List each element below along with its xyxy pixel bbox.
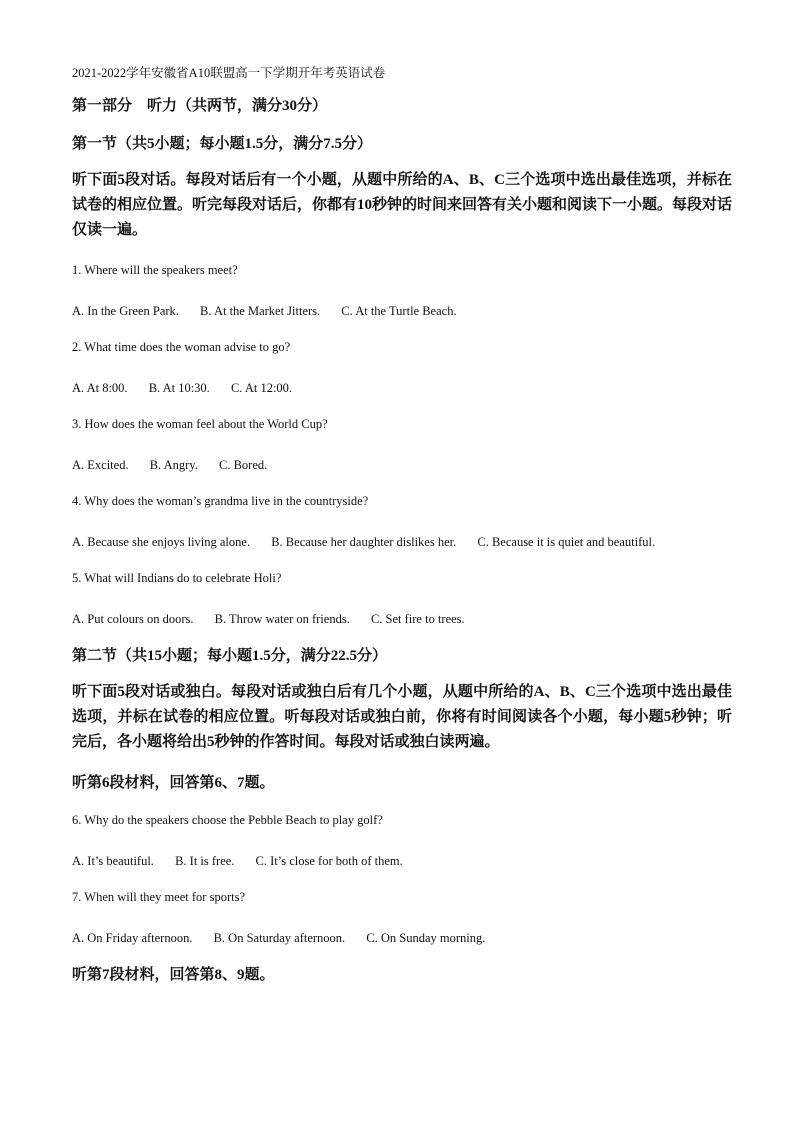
option-c: C. At the Turtle Beach. bbox=[341, 304, 457, 318]
section1-title: 第一节（共5小题；每小题1.5分，满分7.5分） bbox=[72, 136, 373, 152]
question-5 bbox=[72, 569, 732, 632]
question-2 bbox=[72, 338, 732, 401]
question-text: 2. What time does the woman advise to go? bbox=[72, 340, 291, 354]
question-options bbox=[72, 849, 732, 874]
option-a: A. Because she enjoys living alone. bbox=[72, 535, 251, 549]
option-c: C. It’s close for both of them. bbox=[255, 854, 403, 868]
material-6-heading: 听第6段材料，回答第6、7题。 bbox=[72, 775, 275, 791]
question-options bbox=[72, 530, 732, 555]
option-c: C. Because it is quiet and beautiful. bbox=[477, 535, 656, 549]
question-text: 3. How does the woman feel about the World Cup? bbox=[72, 417, 328, 431]
option-c: C. Bored. bbox=[219, 458, 268, 472]
option-a: A. In the Green Park. bbox=[72, 304, 179, 318]
option-b: B. Because her daughter dislikes her. bbox=[271, 535, 457, 549]
question-7 bbox=[72, 888, 732, 951]
question-text: 6. Why do the speakers choose the Pebble Beach to play golf? bbox=[72, 813, 383, 827]
question-options bbox=[72, 926, 732, 951]
option-b: B. Angry. bbox=[149, 458, 198, 472]
option-b: B. It is free. bbox=[175, 854, 235, 868]
question-4 bbox=[72, 492, 732, 555]
question-text: 5. What will Indians do to celebrate Holi? bbox=[72, 571, 282, 585]
question-text: 1. Where will the speakers meet? bbox=[72, 263, 238, 277]
question-options bbox=[72, 607, 732, 632]
option-b: B. At the Market Jitters. bbox=[200, 304, 321, 318]
option-a: A. It’s beautiful. bbox=[72, 854, 154, 868]
option-b: B. At 10:30. bbox=[148, 381, 210, 395]
option-c: C. At 12:00. bbox=[230, 381, 293, 395]
exam-page bbox=[72, 64, 732, 1003]
question-6 bbox=[72, 811, 732, 874]
section1-instruction: 听下面5段对话。每段对话后有一个小题，从题中所给的A、B、C三个选项中选出最佳选项，并标在试卷的相应位置。听完每段对话后，你都有10秒钟的时间来回答有关小题和阅读下一小题。每段对话仅读一遍。 bbox=[72, 172, 733, 238]
document-title: 2021-2022学年安徽省A10联盟高一下学期开年考英语试卷 bbox=[72, 66, 386, 80]
option-a: A. At 8:00. bbox=[72, 381, 128, 395]
material-7-heading: 听第7段材料，回答第8、9题。 bbox=[72, 967, 275, 983]
part1-title: 第一部分 听力（共两节，满分30分） bbox=[72, 98, 328, 114]
question-1 bbox=[72, 261, 732, 324]
option-b: B. Throw water on friends. bbox=[214, 612, 350, 626]
section2-title: 第二节（共15小题；每小题1.5分，满分22.5分） bbox=[72, 648, 388, 664]
question-text: 4. Why does the woman’s grandma live in the countryside? bbox=[72, 494, 369, 508]
section2-instruction: 听下面5段对话或独白。每段对话或独白后有几个小题，从题中所给的A、B、C三个选项中选出最佳选项，并标在试卷的相应位置。听每段对话或独白前，你将有时间阅读各个小题，每小题5秒钟；听完后，各小题将给出5秒钟的作答时间。每段对话或独白读两遍。 bbox=[72, 684, 732, 750]
question-text: 7. When will they meet for sports? bbox=[72, 890, 245, 904]
question-options bbox=[72, 453, 732, 478]
question-options bbox=[72, 299, 732, 324]
option-c: C. Set fire to trees. bbox=[370, 612, 465, 626]
option-a: A. On Friday afternoon. bbox=[72, 931, 193, 945]
option-a: A. Put colours on doors. bbox=[72, 612, 194, 626]
option-c: C. On Sunday morning. bbox=[366, 931, 486, 945]
option-b: B. On Saturday afternoon. bbox=[213, 931, 346, 945]
option-a: A. Excited. bbox=[72, 458, 129, 472]
question-3 bbox=[72, 415, 732, 478]
question-options bbox=[72, 376, 732, 401]
